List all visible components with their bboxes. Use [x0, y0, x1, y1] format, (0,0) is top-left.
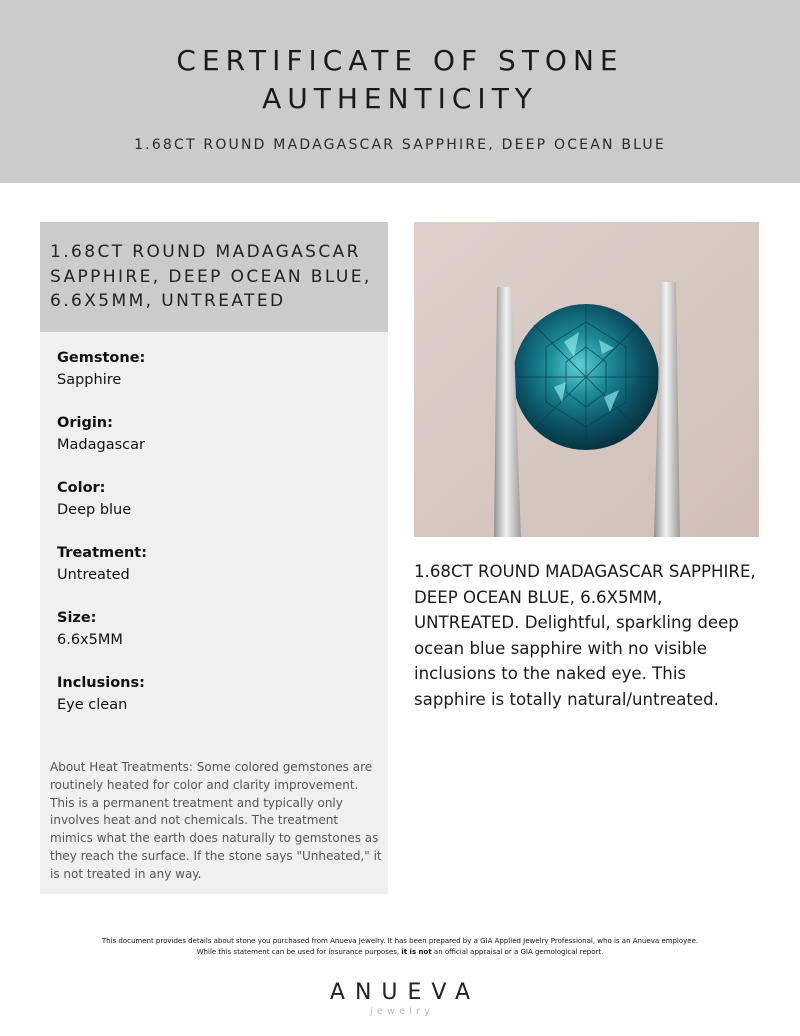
spec-value: Madagascar	[57, 437, 145, 453]
logo-subtitle: jewelry	[369, 1006, 435, 1017]
heat-treatment-note: About Heat Treatments: Some colored gemstones are routinely heated for color and clarity improvement. This is a permanent treatment and typically only involves heat and not chemicals. The treatment mimics what the earth does naturally to gemstones as they reach the surface. If the stone says "Unheated," it is not treated in any way.	[50, 760, 382, 881]
spec-gemstone	[57, 347, 377, 412]
anueva-logo	[0, 980, 800, 1017]
spec-value: Deep blue	[57, 502, 132, 518]
stone-heading: 1.68CT ROUND MADAGASCAR SAPPHIRE, DEEP OCEAN BLUE, 6.6X5MM, UNTREATED	[40, 222, 388, 332]
title-line-1: CERTIFICATE OF STONE	[176, 44, 624, 77]
spec-value: 6.6x5MM	[57, 632, 123, 648]
spec-origin	[57, 412, 377, 477]
spec-treatment	[57, 542, 377, 607]
spec-value: Eye clean	[57, 697, 128, 713]
disclaimer-text: While this statement can be used for insurance purposes,	[196, 947, 402, 956]
disclaimer-text: an official appraisal or a GIA gemological report.	[431, 947, 604, 956]
spec-size	[57, 607, 377, 672]
disclaimer-emphasis: it is not	[401, 947, 432, 956]
spec-value: Untreated	[57, 567, 130, 583]
spec-color	[57, 477, 377, 542]
sapphire-photo	[414, 222, 759, 537]
spec-value: Sapphire	[57, 372, 122, 388]
stone-details-panel	[40, 222, 388, 894]
spec-label: Gemstone:	[57, 350, 146, 366]
spec-label: Origin:	[57, 415, 113, 431]
spec-list	[57, 347, 377, 737]
disclaimer-line-2	[0, 947, 800, 958]
spec-label: Treatment:	[57, 545, 147, 561]
disclaimer-line-1: This document provides details about stone you purchased from Anueva Jewelry. It has been prepared by a GIA Applied Jewelry Professional, who is an Anueva employee.	[101, 937, 699, 945]
stone-description: 1.68CT ROUND MADAGASCAR SAPPHIRE, DEEP OCEAN BLUE, 6.6X5MM, UNTREATED. Delightful, sparkling deep ocean blue sapphire with no visible inclusions to the naked eye. This sapphire is totally natural/untreated.	[414, 562, 756, 709]
spec-label: Color:	[57, 480, 106, 496]
spec-label: Size:	[57, 610, 97, 626]
spec-label: Inclusions:	[57, 675, 145, 691]
spec-inclusions	[57, 672, 377, 737]
certificate-subtitle: 1.68CT ROUND MADAGASCAR SAPPHIRE, DEEP OCEAN BLUE	[134, 137, 666, 153]
certificate-title	[0, 42, 800, 118]
certificate-header	[0, 0, 800, 183]
title-line-2: AUTHENTICITY	[262, 82, 538, 115]
logo-wordmark: ANUEVA	[329, 980, 481, 1005]
disclaimer	[0, 936, 800, 957]
